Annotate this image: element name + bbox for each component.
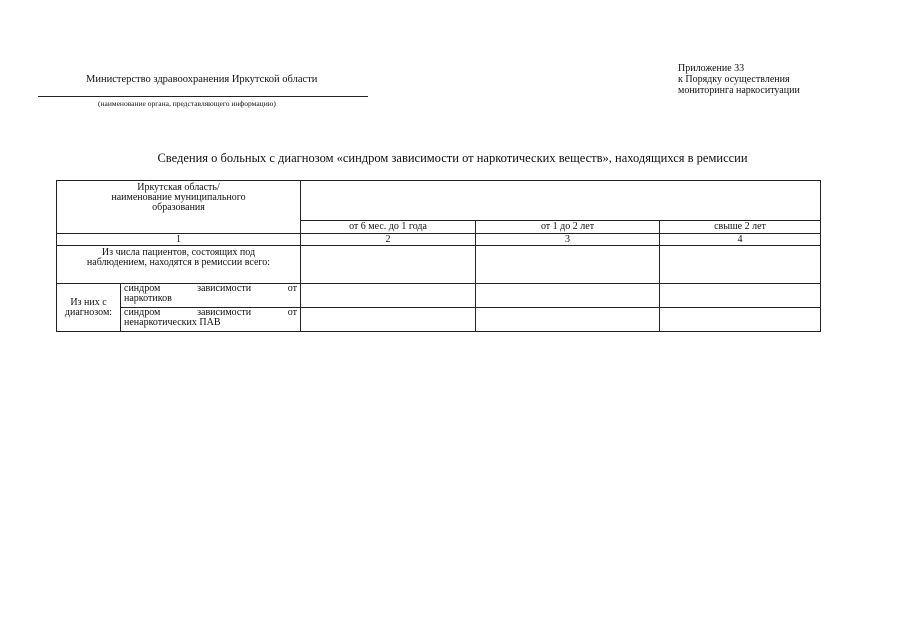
region-header-cell bbox=[57, 181, 301, 234]
org-caption: (наименование органа, представляющего информацию) bbox=[98, 99, 276, 108]
col-header-over-2y: свыше 2 лет bbox=[660, 221, 821, 234]
appendix-line-3: мониторинга наркоситуации bbox=[678, 85, 800, 96]
diag-narcotics-6m-1y-cell[interactable] bbox=[301, 284, 476, 308]
diag-label-cell bbox=[57, 284, 121, 332]
appendix-line-1: Приложение 33 bbox=[678, 63, 745, 74]
total-1y-2y-cell[interactable] bbox=[476, 246, 660, 284]
diag-nonnarcotic-6m-1y-cell[interactable] bbox=[301, 308, 476, 332]
total-row-label-cell bbox=[57, 246, 301, 284]
header-blank-cell bbox=[301, 181, 821, 221]
col-number-3: 3 bbox=[476, 234, 660, 246]
org-underline bbox=[38, 96, 368, 97]
total-6m-1y-cell[interactable] bbox=[301, 246, 476, 284]
total-row bbox=[57, 246, 821, 284]
appendix-note bbox=[678, 63, 800, 96]
diag-narcotics-over-2y-cell[interactable] bbox=[660, 284, 821, 308]
col-number-1: 1 bbox=[57, 234, 301, 246]
diag-nonnarcotic-line1: синдром зависимости от bbox=[124, 307, 297, 318]
header-row bbox=[57, 181, 821, 221]
diag-nonnarcotic-row bbox=[57, 308, 821, 332]
col-number-4: 4 bbox=[660, 234, 821, 246]
diag-nonnarcotic-over-2y-cell[interactable] bbox=[660, 308, 821, 332]
col-header-1y-2y: от 1 до 2 лет bbox=[476, 221, 660, 234]
diag-narcotics-label-cell bbox=[121, 284, 301, 308]
numbering-row bbox=[57, 234, 821, 246]
total-over-2y-cell[interactable] bbox=[660, 246, 821, 284]
diag-nonnarcotic-1y-2y-cell[interactable] bbox=[476, 308, 660, 332]
document-title: Сведения о больных с диагнозом «синдром зависимости от наркотических веществ», находящихся в ремиссии bbox=[157, 151, 748, 165]
diag-narcotics-line1: синдром зависимости от bbox=[124, 283, 297, 294]
diag-label: Из них с диагнозом: bbox=[64, 296, 113, 318]
remission-table bbox=[56, 180, 821, 332]
col-header-6m-1y: от 6 мес. до 1 года bbox=[301, 221, 476, 234]
diag-nonnarcotic-label-cell bbox=[121, 308, 301, 332]
diag-narcotics-1y-2y-cell[interactable] bbox=[476, 284, 660, 308]
diag-nonnarcotic-line2: ненаркотических ПАВ bbox=[124, 317, 221, 328]
region-header-text: Иркутская область/ наименование муниципального образования bbox=[111, 182, 246, 213]
ministry-name: Министерство здравоохранения Иркутской области bbox=[86, 74, 318, 85]
col-number-2: 2 bbox=[301, 234, 476, 246]
appendix-line-2: к Порядку осуществления bbox=[678, 74, 790, 85]
diag-narcotics-row bbox=[57, 284, 821, 308]
diag-narcotics-line2: наркотиков bbox=[124, 293, 172, 304]
total-row-label: Из числа пациентов, состоящих под наблюдением, находятся в ремиссии всего: bbox=[86, 247, 271, 268]
